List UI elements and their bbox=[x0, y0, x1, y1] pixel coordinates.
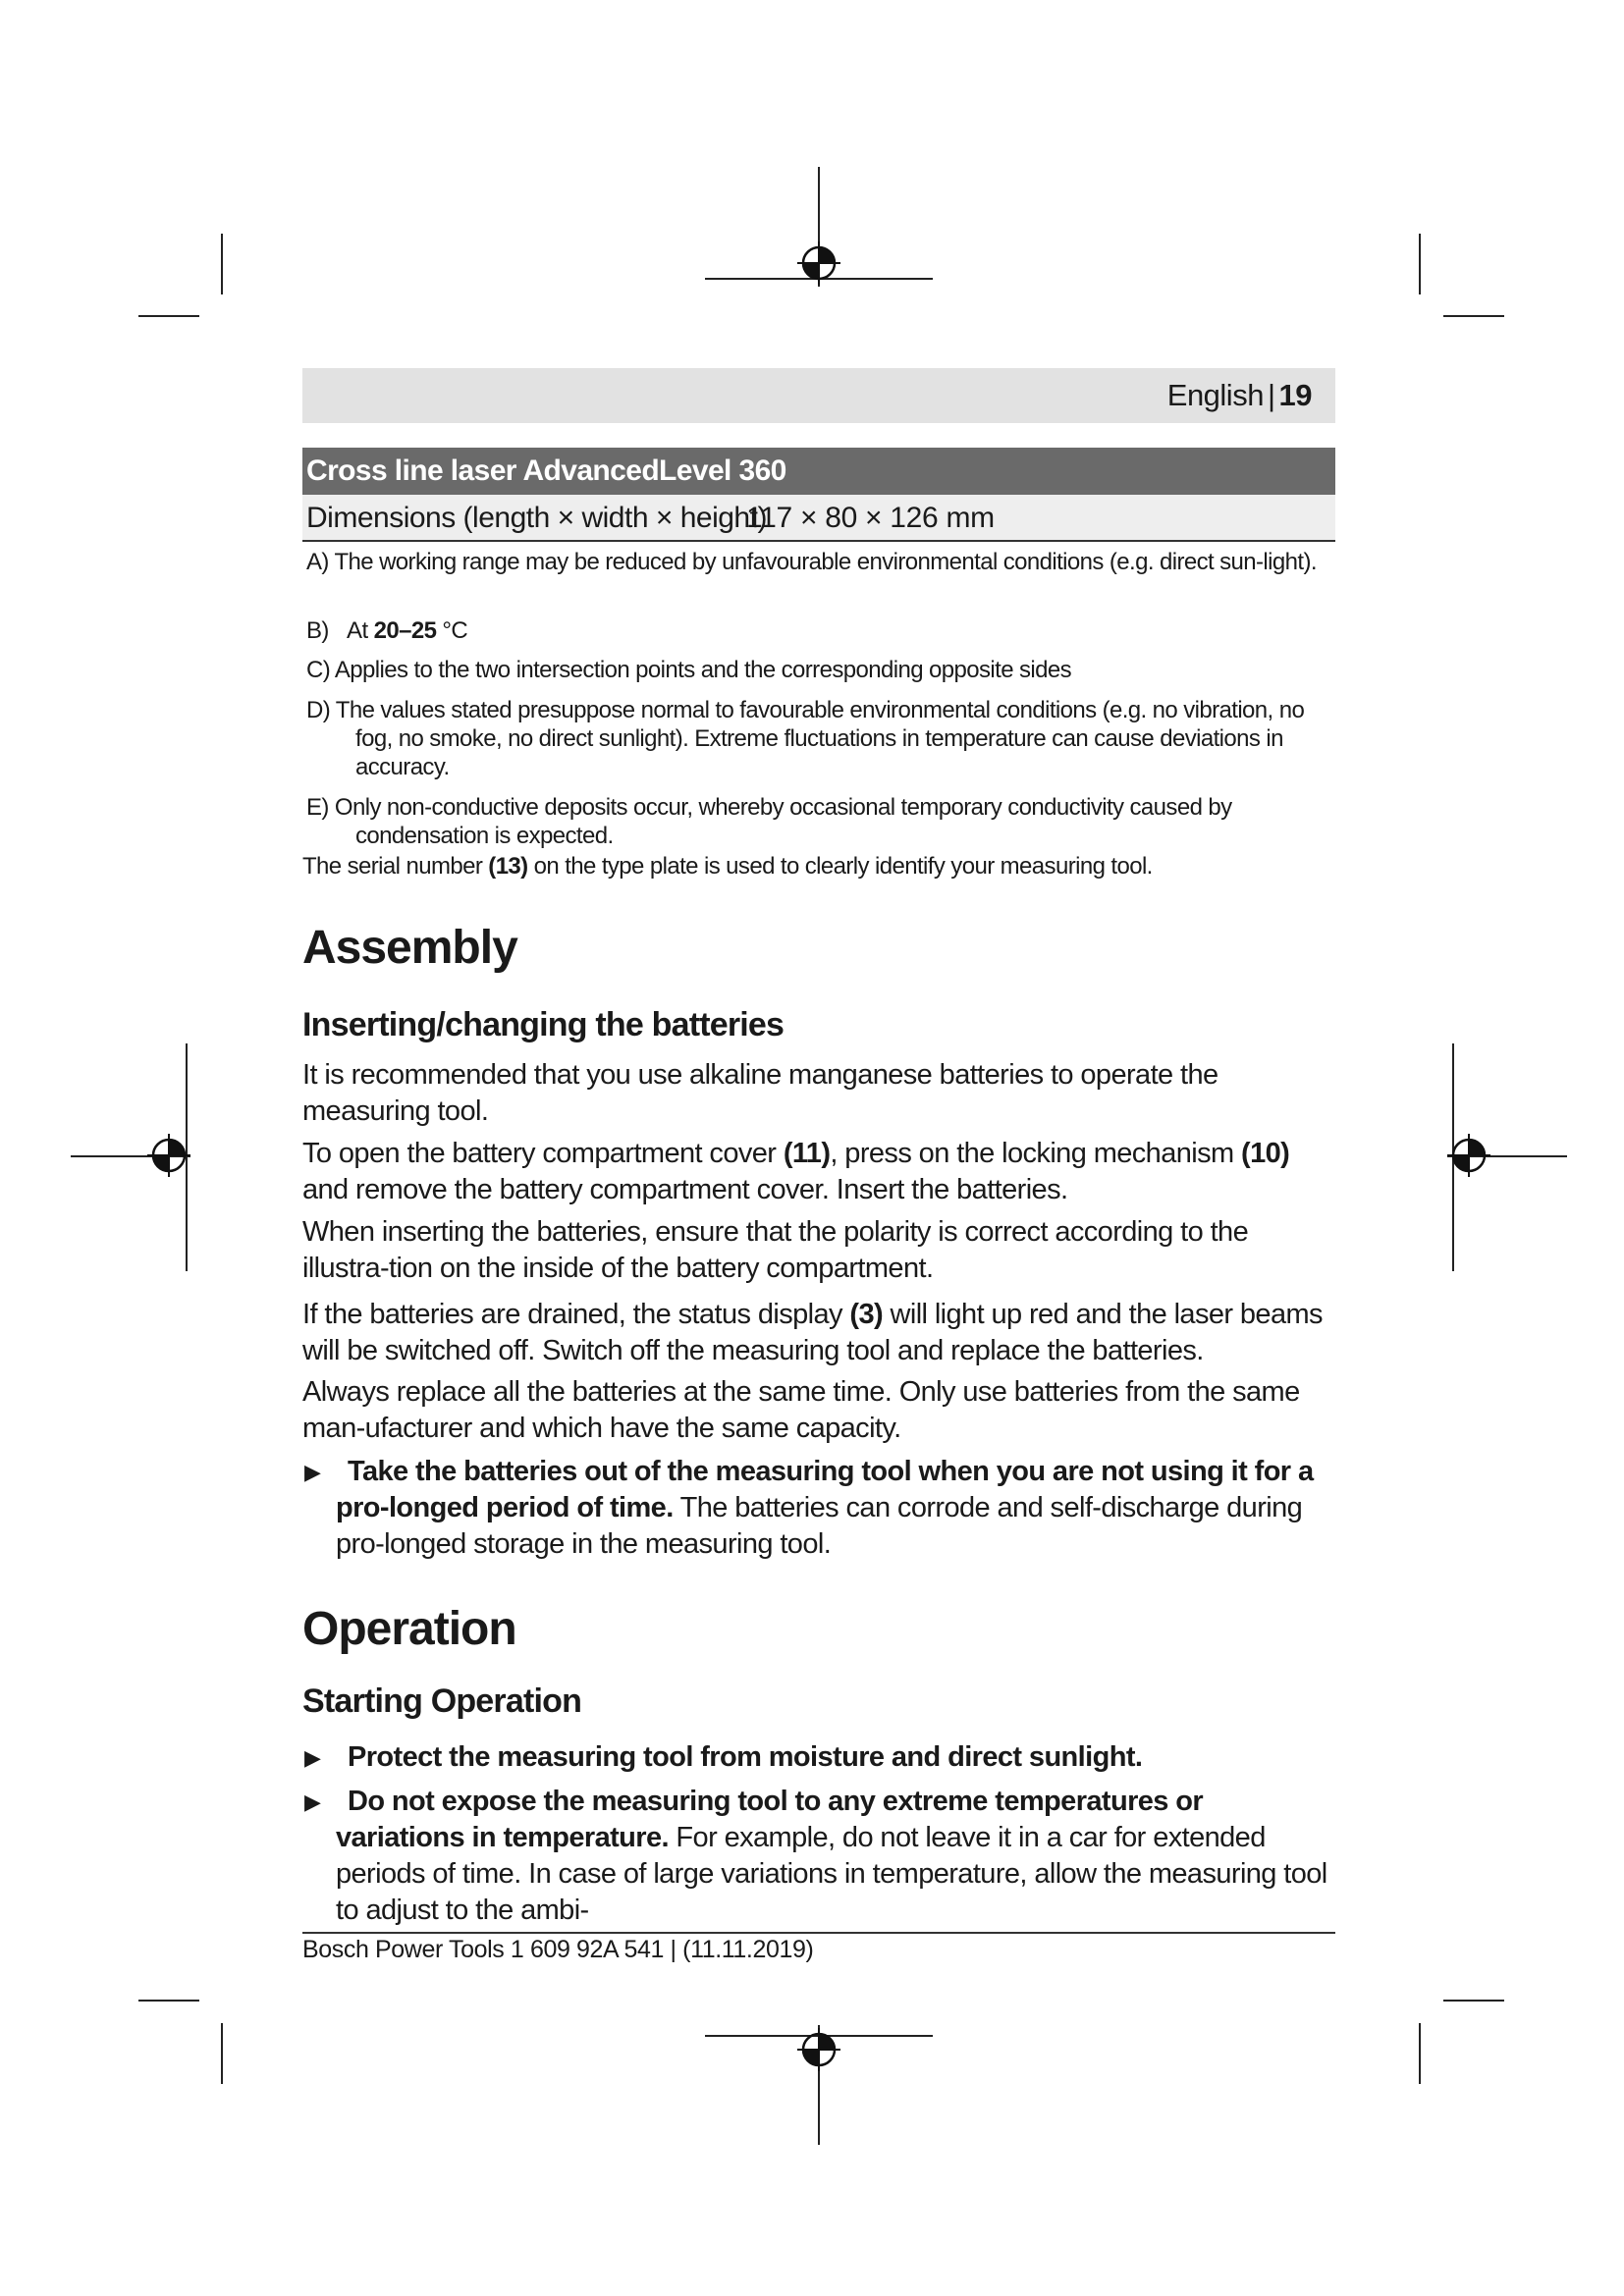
footnote-text: Only non-conductive deposits occur, whereby occasional temporary conductivity caused by condensation is expected. bbox=[334, 794, 1232, 849]
registration-target-icon bbox=[147, 1134, 190, 1177]
spec-table-title-bar bbox=[302, 448, 1335, 495]
registration-target-icon bbox=[1447, 1134, 1490, 1177]
temperature-warning: ▶ Do not expose the measuring tool to any extreme temperatures or variations in temperature. For example, do not leave it in a car for extended periods of time. In case of large variations in temperature, allow the measuring tool to adjust to the ambi- bbox=[304, 1786, 1327, 1926]
footnote-b: B) At 20–25 °C bbox=[306, 617, 468, 644]
footnote-c bbox=[306, 656, 1327, 684]
header-section: English bbox=[1166, 378, 1264, 412]
crop-mark-top-right-horizontal bbox=[1443, 315, 1504, 317]
footnote-e bbox=[306, 793, 1327, 850]
footnote-key: C) bbox=[306, 657, 331, 683]
moisture-warning: ▶ Protect the measuring tool from moisture and direct sunlight. bbox=[302, 1739, 1337, 1776]
assembly-paragraph-5: Always replace all the batteries at the same time. Only use batteries from the same man-ufacturer and which have the same capacity. bbox=[302, 1376, 1300, 1444]
page-footer: Bosch Power Tools 1 609 92A 541 | (11.11.2019) bbox=[302, 1936, 814, 1963]
footnote-key: B) bbox=[306, 617, 329, 644]
crop-mark-bottom-right-horizontal bbox=[1443, 2000, 1504, 2002]
footnote-bold: 20–25 bbox=[373, 617, 437, 644]
footnote-text: The working range may be reduced by unfavourable environmental conditions (e.g. direct sun-light). bbox=[334, 549, 1317, 575]
bullet-arrow-icon: ▶ bbox=[304, 1745, 321, 1770]
serial-number-note: The serial number (13) on the type plate is used to clearly identify your measuring tool. bbox=[302, 853, 1153, 880]
spec-row-value: 117 × 80 × 126 mm bbox=[746, 502, 995, 534]
footnote-text: Applies to the two intersection points and the corresponding opposite sides bbox=[334, 657, 1072, 683]
footnote-key: D) bbox=[306, 697, 331, 723]
crop-mark-top-left-vertical bbox=[221, 234, 223, 294]
crop-mark-bottom-right-vertical bbox=[1419, 2023, 1421, 2084]
assembly-paragraph-1: It is recommended that you use alkaline manganese batteries to operate the measuring tool. bbox=[302, 1059, 1218, 1127]
footnote-key: A) bbox=[306, 549, 329, 575]
crop-mark-bottom-left-vertical bbox=[221, 2023, 223, 2084]
crop-mark-top-left-horizontal bbox=[138, 315, 199, 317]
footnote-a bbox=[306, 548, 1327, 576]
assembly-heading: Assembly bbox=[302, 922, 517, 974]
page-number: 19 bbox=[1278, 378, 1312, 412]
registration-target-icon bbox=[797, 241, 840, 285]
assembly-paragraph-2: To open the battery compartment cover (11), press on the locking mechanism (10) and remove the battery compartment cover. Insert the batteries. bbox=[302, 1138, 1290, 1205]
spec-row-label: Dimensions (length × width × height) bbox=[306, 502, 767, 534]
crop-mark-bottom-left-horizontal bbox=[138, 2000, 199, 2002]
spec-table-row bbox=[302, 495, 1335, 542]
assembly-paragraph-4: If the batteries are drained, the status display (3) will light up red and the laser beams will be switched off. Switch off the measuring tool and replace the batteries. bbox=[302, 1299, 1323, 1366]
page-header bbox=[302, 368, 1335, 423]
registration-target-icon bbox=[797, 2028, 840, 2071]
spec-table-title: Cross line laser AdvancedLevel 360 bbox=[306, 454, 786, 487]
assembly-paragraph-3: When inserting the batteries, ensure that the polarity is correct according to the illustra-tion on the inside of the battery compartment. bbox=[302, 1216, 1249, 1284]
bullet-arrow-icon: ▶ bbox=[304, 1460, 321, 1484]
footnote-text: The values stated presuppose normal to favourable environmental conditions (e.g. no vibration, no fog, no smoke, no direct sunlight). Extreme fluctuations in temperature can cause deviations in accuracy. bbox=[335, 697, 1305, 780]
footer-rule bbox=[302, 1932, 1335, 1934]
crop-mark-top-right-vertical bbox=[1419, 234, 1421, 294]
batteries-subheading: Inserting/changing the batteries bbox=[302, 1006, 785, 1043]
bullet-arrow-icon: ▶ bbox=[304, 1789, 321, 1814]
starting-operation-subheading: Starting Operation bbox=[302, 1682, 582, 1720]
header-text: English | 19 bbox=[1166, 378, 1312, 412]
footnote-d bbox=[306, 696, 1327, 781]
operation-heading: Operation bbox=[302, 1603, 516, 1655]
footnote-key: E) bbox=[306, 794, 329, 821]
battery-removal-warning: ▶ Take the batteries out of the measuring tool when you are not using it for a pro-longed period of time. The batteries can corrode and self-discharge during pro-longed storage in the measuring tool. bbox=[304, 1456, 1314, 1560]
